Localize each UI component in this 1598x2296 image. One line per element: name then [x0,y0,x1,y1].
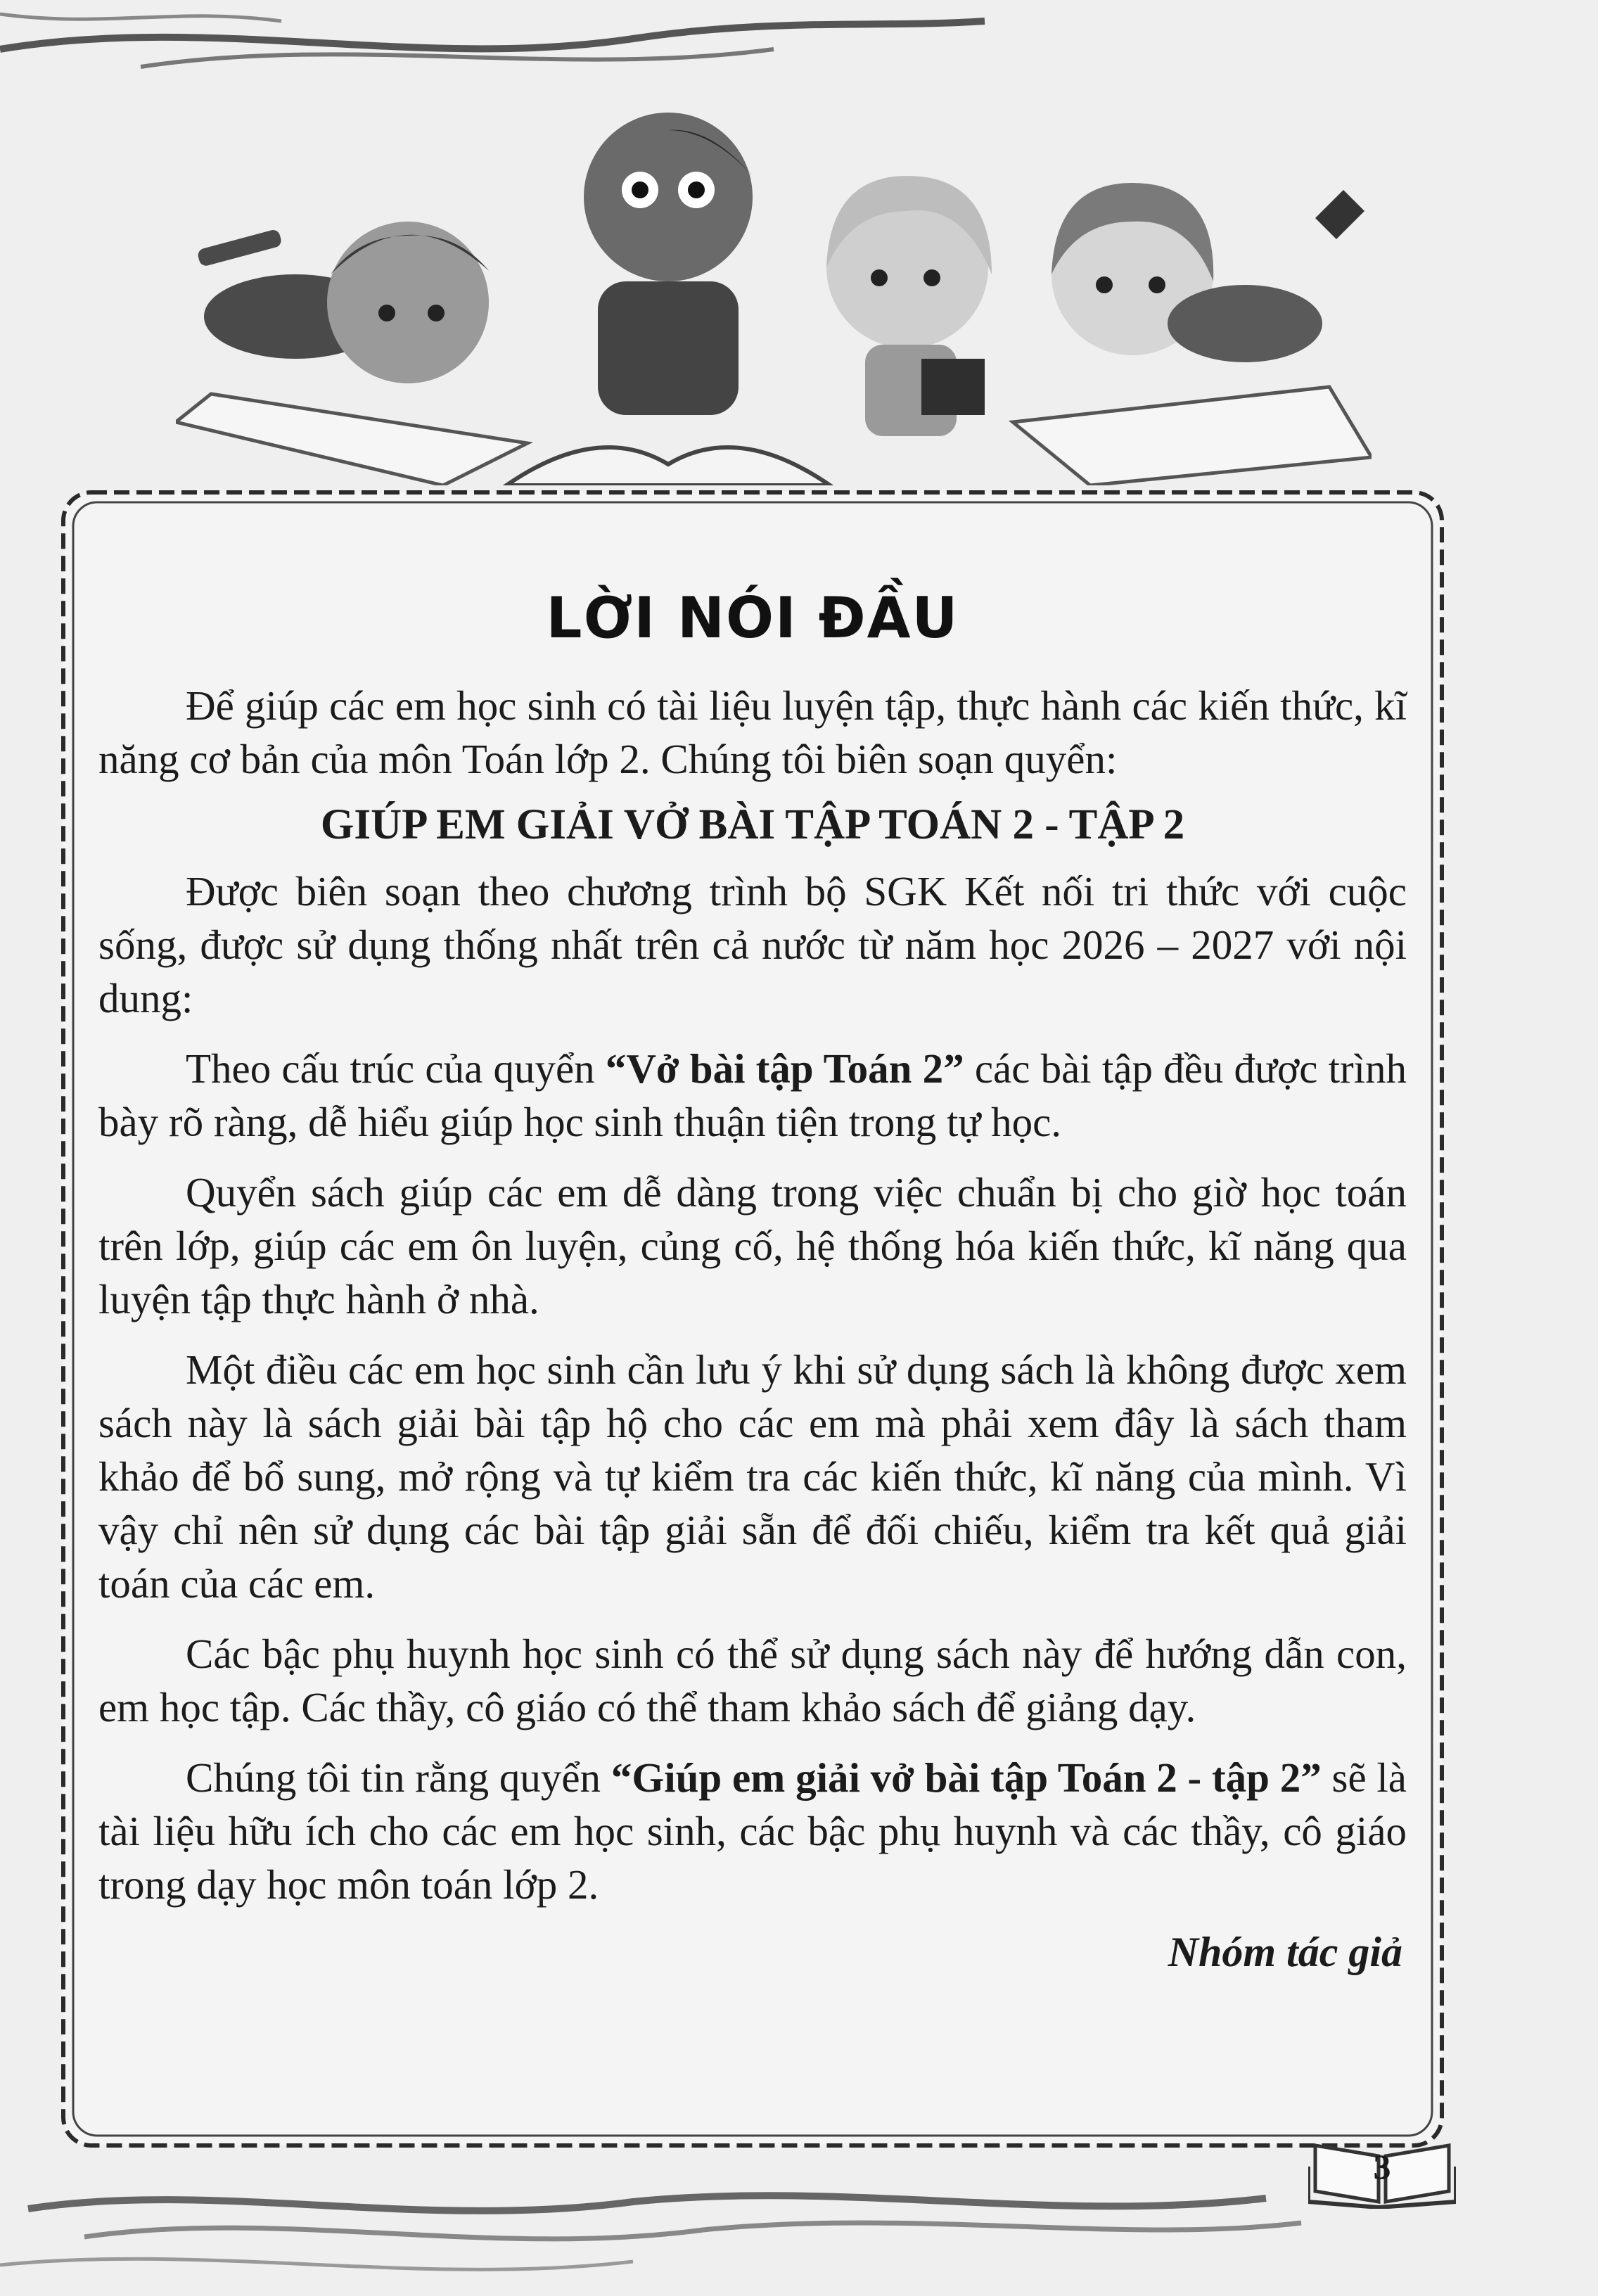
paragraph-3-end: các bài tập đều được trình bày rõ ràng, dễ hiểu giúp học sinh thuận tiện trong tự học. [98,1045,1407,1145]
paragraph-6: Các bậc phụ huynh học sinh có thể sử dụng sách này để hướng dẫn con, em học tập. Các thầy, cô giáo có thể tham khảo sách để giảng dạy. [98,1631,1407,1730]
paragraph-7-end: sẽ là tài liệu hữu ích cho các em học sinh, các bậc phụ huynh và các thầy, cô giáo trong dạy học môn toán lớp 2. [98,1754,1407,1908]
top-wave-decoration [0,0,1598,77]
preface-content [98,542,1407,2103]
paragraph-3 [98,1042,1407,1149]
paragraph-3-start: Theo cấu trúc của quyển [186,1045,606,1092]
paragraph-7 [98,1751,1407,1911]
author-signature: Nhóm tác giả [1168,1929,1402,1975]
book-title: GIÚP EM GIẢI VỞ BÀI TẬP TOÁN 2 - TẬP 2 [320,801,1185,848]
paragraph-1: Để giúp các em học sinh có tài liệu luyện tập, thực hành các kiến thức, kĩ năng cơ bản của môn Toán lớp 2. Chúng tôi biên soạn quyển: [98,682,1407,782]
workbook-name: “Vở bài tập Toán 2” [605,1045,964,1092]
book-name: “Giúp em giải vở bài tập Toán 2 - tập 2” [611,1754,1322,1801]
paragraph-4: Quyển sách giúp các em dễ dàng trong việc chuẩn bị cho giờ học toán trên lớp, giúp các em ôn luyện, củng cố, hệ thống hóa kiến thức, kĩ năng qua luyện tập thực hành ở nhà. [98,1169,1407,1322]
page-number: 3 [1373,2147,1391,2186]
paragraph-5: Một điều các em học sinh cần lưu ý khi sử dụng sách là không được xem sách này là sách giải bài tập hộ cho các em mà phải xem đây là sách tham khảo để bổ sung, mở rộng và tự kiểm tra các kiến thức, kĩ năng của mình. Vì vậy chỉ nên sử dụng các bài tập giải sẵn để đối chiếu, kiểm tra kết quả giải toán của các em. [98,1346,1407,1607]
paragraph-2: Được biên soạn theo chương trình bộ SGK Kết nối tri thức với cuộc sống, được sử dụng thống nhất trên cả nước từ năm học 2026 – 2027 với nội dung: [98,868,1407,1021]
page-title: LỜI NÓI ĐẦU [546,585,959,651]
paragraph-7-start: Chúng tôi tin rằng quyển [186,1754,611,1801]
children-reading-illustration-icon [176,91,1372,485]
